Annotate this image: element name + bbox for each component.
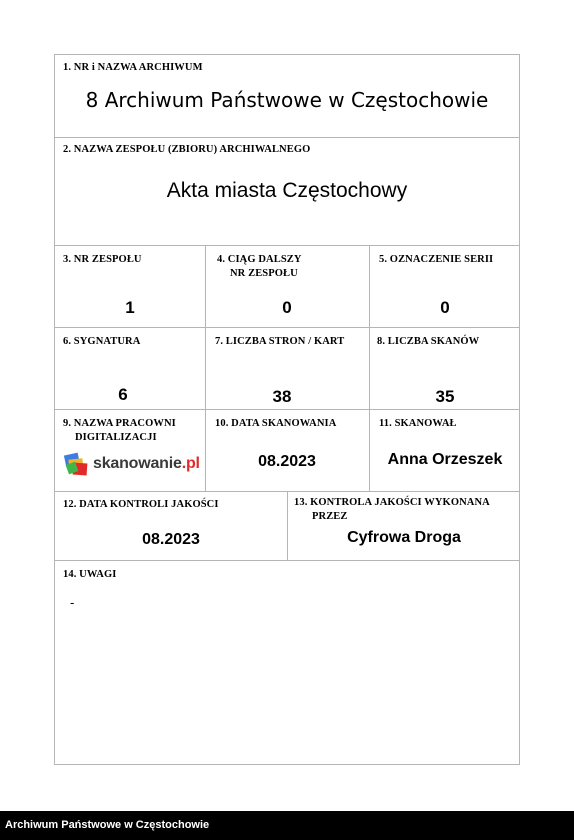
divider [287,491,288,560]
field-label-qc-by-2: PRZEZ [312,511,348,522]
field-label-fonds-number: 3. NR ZESPOŁU [63,254,142,265]
field-label-series: 5. OZNACZENIE SERII [379,254,494,265]
field-label-fonds-name: 2. NAZWA ZESPOŁU (ZBIORU) ARCHIWALNEGO [63,144,311,155]
footer-text: Archiwum Państwowe w Częstochowie [5,819,210,831]
pages-value: 38 [272,387,292,406]
scan-date-value: 08.2023 [258,453,316,470]
field-label-qc-by: 13. KONTROLA JAKOŚCI WYKONANA [294,497,490,508]
logo-main-text: skanowanie [93,455,182,472]
series-value: 0 [440,298,450,317]
skanowanie-logo [63,451,203,479]
divider [55,137,519,138]
field-label-continuation-2: NR ZESPOŁU [230,268,298,279]
field-label-qc-date: 12. DATA KONTROLI JAKOŚCI [63,499,219,510]
continuation-value: 0 [282,298,292,317]
footer-bar [0,811,574,840]
field-label-signature: 6. SYGNATURA [63,336,141,347]
scanned-by-value: Anna Orzeszek [387,451,503,468]
logo-wordmark [93,455,200,473]
field-label-studio-2: DIGITALIZACJI [75,432,157,443]
signature-value: 6 [118,385,128,404]
field-label-continuation: 4. CIĄG DALSZY [217,254,302,265]
scans-value: 35 [435,387,455,406]
field-label-archive: 1. NR i NAZWA ARCHIWUM [63,62,203,73]
notes-value: - [70,595,75,610]
logo-suffix-text: .pl [181,455,200,472]
divider [55,327,519,328]
field-label-scans: 8. LICZBA SKANÓW [377,336,480,347]
qc-date-value: 08.2023 [142,531,200,548]
field-label-scan-date: 10. DATA SKANOWANIA [215,418,337,429]
field-label-pages: 7. LICZBA STRON / KART [215,336,345,347]
metadata-form [54,54,520,765]
field-label-notes: 14. UWAGI [63,569,117,580]
qc-by-value: Cyfrowa Droga [347,529,461,546]
fonds-number: 1 [125,298,135,317]
field-label-scanned-by: 11. SKANOWAŁ [379,418,457,429]
divider [55,560,519,561]
archive-name: 8 Archiwum Państwowe w Częstochowie [85,88,489,112]
divider [55,245,519,246]
divider [55,409,519,410]
field-label-studio: 9. NAZWA PRACOWNI [63,418,176,429]
fonds-name: Akta miasta Częstochowy [166,179,408,202]
logo-icon [63,451,91,477]
